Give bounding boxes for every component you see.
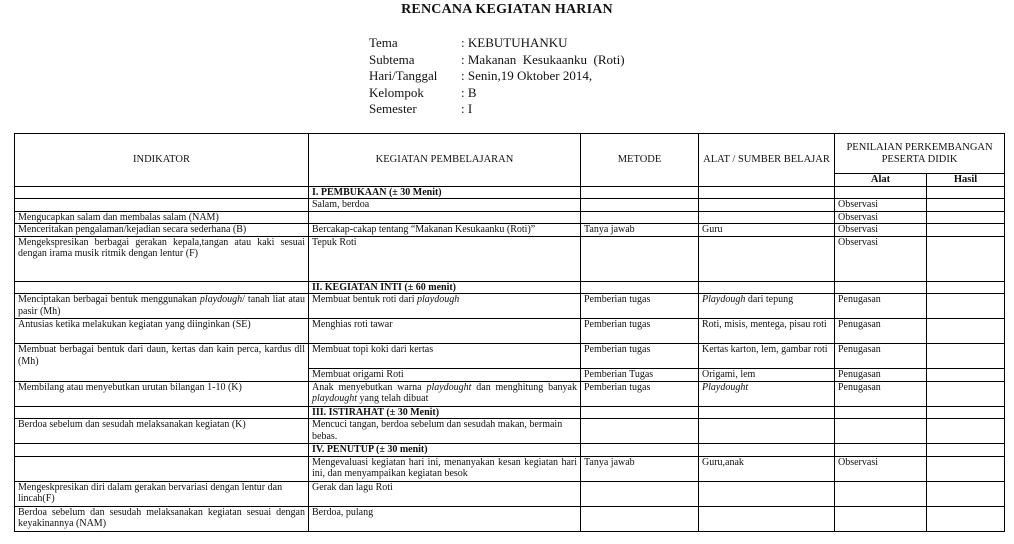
cell-text: dan menghitung banyak: [471, 381, 577, 393]
cell-penilaian-hasil: [927, 369, 1005, 382]
cell-penilaian-hasil: [927, 506, 1005, 531]
cell-indikator: [15, 456, 309, 481]
cell-penilaian-hasil: [927, 224, 1005, 237]
cell-penilaian-alat: Observasi: [835, 224, 927, 237]
cell-indikator: [15, 294, 309, 319]
cell-penilaian-alat: Observasi: [835, 456, 927, 481]
cell-kegiatan: Membuat origami Roti: [309, 369, 581, 382]
plan-metadata: [369, 35, 625, 118]
cell-indikator: [15, 199, 309, 212]
table-cell: [699, 444, 835, 457]
cell-alat: [699, 236, 835, 281]
cell-alat: [699, 419, 835, 444]
table-row: [15, 236, 1005, 281]
cell-penilaian-hasil: [927, 236, 1005, 281]
table-cell: [927, 186, 1005, 199]
table-cell: [927, 444, 1005, 457]
cell-indikator: Membuat berbagai bentuk dari daun, kertas dan kain perca, kardus dll (Mh): [15, 344, 309, 382]
cell-metode: [581, 199, 699, 212]
cell-penilaian-hasil: [927, 211, 1005, 224]
cell-metode: Pemberian Tugas: [581, 369, 699, 382]
cell-kegiatan: Mencuci tangan, berdoa sebelum dan sesudah makan, bermain bebas.: [309, 419, 581, 444]
section-row-istirahat: [15, 406, 1005, 419]
cell-penilaian-hasil: [927, 456, 1005, 481]
table-row: [15, 381, 1005, 406]
cell-metode: [581, 481, 699, 506]
meta-value: : Makanan Kesukaanku (Roti): [461, 51, 625, 67]
cell-kegiatan: [309, 381, 581, 406]
cell-penilaian-alat: Penugasan: [835, 294, 927, 319]
cell-text: dari tepung: [745, 294, 794, 305]
meta-row-semester: [369, 101, 625, 118]
section-label: IV. PENUTUP (± 30 menit): [309, 444, 581, 457]
cell-metode: Pemberian tugas: [581, 381, 699, 406]
cell-penilaian-alat: [835, 419, 927, 444]
table-cell: [15, 406, 309, 419]
cell-metode: [581, 236, 699, 281]
table-row: [15, 481, 1005, 506]
cell-alat: [699, 506, 835, 531]
table-cell: [927, 281, 1005, 294]
table-cell: [835, 444, 927, 457]
cell-penilaian-alat: Penugasan: [835, 319, 927, 344]
cell-indikator: Membilang atau menyebutkan urutan bilangan 1-10 (K): [15, 381, 309, 406]
activity-plan-table: [14, 133, 1005, 532]
cell-kegiatan: Bercakap-cakap tentang “Makanan Kesukaanku (Roti)”: [309, 224, 581, 237]
cell-text: Anak menyebutkan warna: [312, 381, 427, 393]
cell-metode: Pemberian tugas: [581, 294, 699, 319]
cell-alat: Roti, misis, mentega, pisau roti: [699, 319, 835, 344]
header-kegiatan: KEGIATAN PEMBELAJARAN: [309, 134, 581, 187]
cell-kegiatan: Tepuk Roti: [309, 236, 581, 281]
table-cell: [15, 281, 309, 294]
cell-penilaian-alat: [835, 506, 927, 531]
table-row: [15, 224, 1005, 237]
cell-penilaian-alat: Observasi: [835, 199, 927, 212]
meta-value: : Senin,19 Oktober 2014,: [461, 68, 593, 83]
cell-kegiatan: Gerak dan lagu Roti: [309, 481, 581, 506]
cell-kegiatan: Salam, berdoa: [309, 199, 581, 212]
cell-indikator: Antusias ketika melakukan kegiatan yang diinginkan (SE): [15, 319, 309, 344]
table-cell: [835, 281, 927, 294]
table-cell: [699, 406, 835, 419]
section-row-pembukaan: [15, 186, 1005, 199]
section-label: II. KEGIATAN INTI (± 60 menit): [309, 281, 581, 294]
meta-label: Kelompok: [369, 84, 424, 100]
meta-label: Semester: [369, 101, 417, 116]
table-cell: [15, 186, 309, 199]
meta-label: Subtema: [369, 51, 415, 67]
cell-kegiatan: [309, 294, 581, 319]
cell-metode: [581, 419, 699, 444]
table-row: [15, 319, 1005, 344]
cell-alat: [699, 481, 835, 506]
table-cell: [835, 186, 927, 199]
cell-alat: [699, 294, 835, 319]
cell-metode: [581, 506, 699, 531]
cell-penilaian-alat: Penugasan: [835, 381, 927, 406]
cell-kegiatan: Menghias roti tawar: [309, 319, 581, 344]
header-alat-sumber: ALAT / SUMBER BELAJAR: [699, 134, 835, 187]
section-row-inti: [15, 281, 1005, 294]
table-row: [15, 419, 1005, 444]
cell-text: yang telah dibuat: [357, 393, 429, 404]
cell-penilaian-alat: Penugasan: [835, 369, 927, 382]
cell-kegiatan: Mengevaluasi kegiatan hari ini, menanyakan kesan kegiatan hari ini, dan menyampaikan kegiatan besok: [309, 456, 581, 481]
cell-alat: [699, 381, 835, 406]
table-cell: [699, 186, 835, 199]
cell-kegiatan: Berdoa, pulang: [309, 506, 581, 531]
section-label: III. ISTIRAHAT (± 30 Menit): [309, 406, 581, 419]
header-metode: METODE: [581, 134, 699, 187]
cell-metode: Pemberian tugas: [581, 344, 699, 369]
cell-metode: Tanya jawab: [581, 456, 699, 481]
meta-row-subtema: [369, 52, 625, 69]
meta-label: Tema: [369, 35, 398, 50]
cell-penilaian-alat: Observasi: [835, 211, 927, 224]
cell-text-italic: playdought: [312, 393, 357, 404]
cell-indikator: Mengeskpresikan diri dalam gerakan bervariasi dengan lentur dan lincah(F): [15, 481, 309, 506]
table-cell: [581, 444, 699, 457]
cell-metode: Pemberian tugas: [581, 319, 699, 344]
meta-value: : B: [461, 84, 477, 100]
table-cell: [927, 406, 1005, 419]
cell-alat: Guru: [699, 224, 835, 237]
table-row: [15, 506, 1005, 531]
cell-text-italic: playdought: [426, 381, 472, 393]
cell-penilaian-alat: Observasi: [835, 236, 927, 281]
cell-alat: [699, 199, 835, 212]
cell-text: Menciptakan berbagai bentuk menggunakan: [18, 294, 200, 305]
header-penilaian: PENILAIAN PERKEMBANGAN PESERTA DIDIK: [835, 134, 1005, 174]
meta-value: : I: [461, 101, 473, 116]
cell-penilaian-hasil: [927, 344, 1005, 369]
cell-text: / tanah liat atau pasir (Mh): [18, 294, 305, 317]
cell-penilaian-hasil: [927, 419, 1005, 444]
cell-penilaian-hasil: [927, 481, 1005, 506]
cell-penilaian-hasil: [927, 199, 1005, 212]
cell-kegiatan: [309, 211, 581, 224]
table-row: [15, 294, 1005, 319]
table-cell: [835, 406, 927, 419]
table-row: [15, 344, 1005, 369]
table-row: [15, 199, 1005, 212]
cell-alat: Kertas karton, lem, gambar roti: [699, 344, 835, 369]
meta-value: : KEBUTUHANKU: [461, 35, 568, 50]
cell-text-italic: Playdought: [702, 381, 749, 393]
section-row-penutup: [15, 444, 1005, 457]
table-cell: [581, 281, 699, 294]
table-cell: [581, 406, 699, 419]
document-title: RENCANA KEGIATAN HARIAN: [401, 2, 613, 17]
cell-indikator: Mengucapkan salam dan membalas salam (NAM): [15, 211, 309, 224]
cell-metode: Tanya jawab: [581, 224, 699, 237]
meta-label: Hari/Tanggal: [369, 68, 438, 83]
meta-row-date: [369, 68, 625, 85]
cell-penilaian-hasil: [927, 294, 1005, 319]
header-indikator: INDIKATOR: [15, 134, 309, 187]
cell-penilaian-alat: [835, 481, 927, 506]
cell-alat: Origami, lem: [699, 369, 835, 382]
header-penilaian-alat: Alat: [835, 174, 927, 187]
cell-alat: [699, 211, 835, 224]
cell-indikator: Mengekspresikan berbagai gerakan kepala,tangan atau kaki sesuai dengan irama musik ritmik dengan lentur (F): [15, 236, 309, 281]
header-penilaian-hasil: Hasil: [927, 174, 1005, 187]
cell-penilaian-hasil: [927, 381, 1005, 406]
cell-alat: Guru,anak: [699, 456, 835, 481]
table-cell: [15, 444, 309, 457]
section-label: I. PEMBUKAAN (± 30 Menit): [309, 186, 581, 199]
table-cell: [699, 281, 835, 294]
meta-row-kelompok: [369, 85, 625, 102]
cell-metode: [581, 211, 699, 224]
cell-text: Membuat bentuk roti dari: [312, 294, 417, 305]
table-row: [15, 456, 1005, 481]
table-cell: [581, 186, 699, 199]
cell-text-italic: playdough: [416, 294, 460, 305]
cell-text-italic: Playdough: [702, 294, 746, 305]
table-row: [15, 211, 1005, 224]
cell-indikator: Berdoa sebelum dan sesudah melaksanakan kegiatan sesuai dengan keyakinannya (NAM): [15, 506, 309, 531]
cell-kegiatan: Membuat topi koki dari kertas: [309, 344, 581, 369]
meta-row-tema: [369, 35, 625, 52]
cell-penilaian-hasil: [927, 319, 1005, 344]
cell-indikator: Menceritakan pengalaman/kejadian secara sederhana (B): [15, 224, 309, 237]
cell-indikator: Berdoa sebelum dan sesudah melaksanakan kegiatan (K): [15, 419, 309, 444]
cell-penilaian-alat: Penugasan: [835, 344, 927, 369]
cell-text-italic: playdough: [199, 294, 243, 305]
